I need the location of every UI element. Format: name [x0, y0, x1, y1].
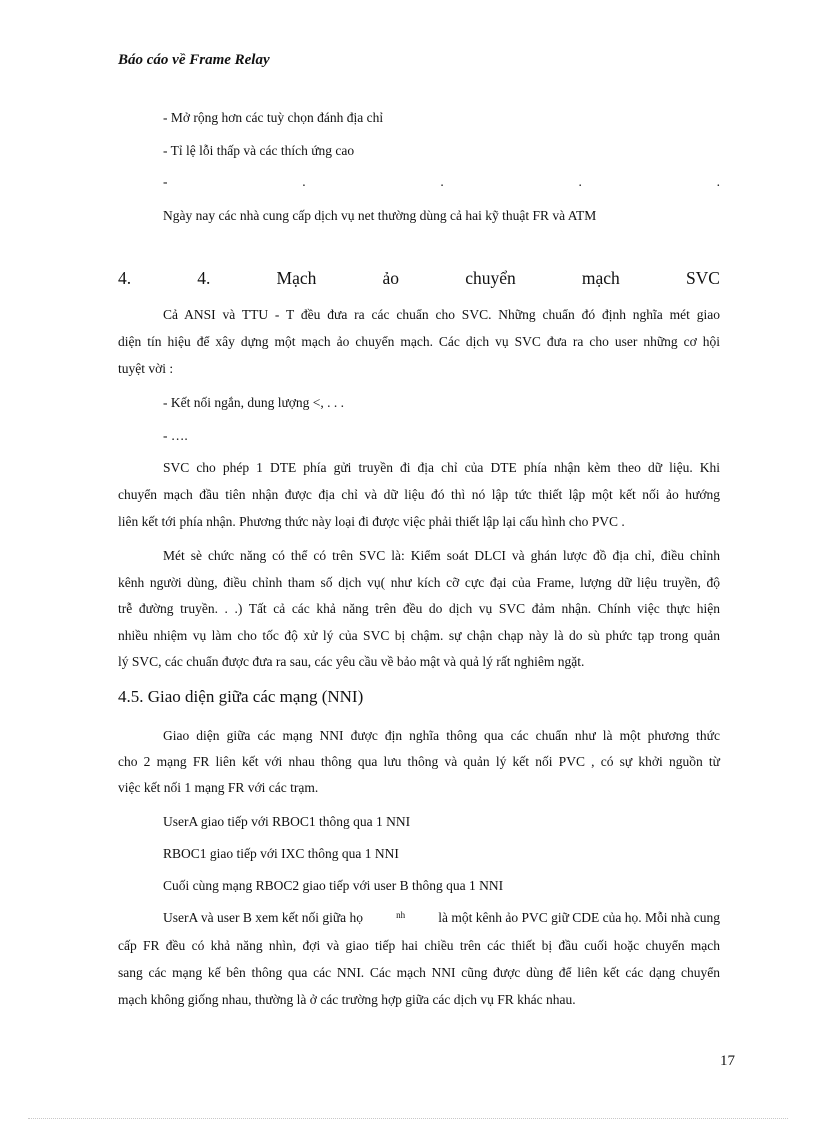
dot-mark: .	[302, 174, 306, 189]
dot-mark: .	[716, 174, 720, 189]
nni-list-item: UserA giao tiếp với RBOC1 thông qua 1 NNI	[163, 814, 411, 829]
heading-word: 4.	[118, 268, 132, 288]
svc-para1-line: Cả ANSI và TTU - T đều đưa ra các chuẩn cho SVC. Những chuẩn đó định nghĩa mét giao	[163, 307, 720, 322]
heading-word: mạch	[581, 268, 620, 288]
heading-word: chuyển	[465, 268, 516, 288]
svc-para3-line: lý SVC, các chuẩn được đưa ra sau, các yêu cầu về bảo mật và quả lý rất nghiêm ngặt.	[118, 654, 585, 669]
nni-para1-line: việc kết nối 1 mạng FR với các trạm.	[118, 780, 319, 795]
svc-para3-line: kênh người dùng, điều chỉnh tham số dịch vụ( như kích cỡ cực đại của Frame, lượng dữ liệu truyền, độ	[118, 575, 720, 590]
intro-bullet-1: - Mở rộng hơn các tuỳ chọn đánh địa chỉ	[163, 110, 384, 125]
heading-word: 4.	[197, 268, 211, 288]
svc-para1-line: diện tín hiệu để xây dựng một mạch ảo chuyển mạch. Các dịch vụ SVC đưa ra cho user những cơ hội	[118, 334, 720, 349]
nni-para2-text: UserA và user B xem kết nối giữa họ	[163, 910, 364, 925]
heading-word: ảo	[382, 268, 400, 288]
running-header: Báo cáo về Frame Relay	[118, 52, 270, 68]
svc-para2-line: SVC cho phép 1 DTE phía gửi truyền đi địa chỉ của DTE phía nhận kèm theo dữ liệu. Khi	[163, 460, 720, 475]
dot-mark: .	[578, 174, 582, 189]
dot-mark: -	[163, 174, 168, 189]
nni-list-item: Cuối cùng mạng RBOC2 giao tiếp với user B thông qua 1 NNI	[163, 878, 504, 893]
footer-dotted-rule	[28, 1118, 788, 1119]
svc-para3-line: trễ đường truyền. . .) Tất cả các khả năng trên đều do dịch vụ SVC đảm nhận. Chính việc thực hiện	[118, 601, 720, 616]
nni-para2-line: mạch không giống nhau, thường là ở các trường hợp giữa các dịch vụ FR khác nhau.	[118, 992, 576, 1007]
intro-bullet-2: - Tỉ lệ lỗi thấp và các thích ứng cao	[163, 143, 355, 158]
dot-mark: .	[440, 174, 444, 189]
nni-para2-first-line	[163, 910, 720, 926]
intro-closing: Ngày nay các nhà cung cấp dịch vụ net thường dùng cả hai kỹ thuật FR và ATM	[163, 208, 597, 223]
svc-para1-line: tuyệt vời :	[118, 361, 174, 376]
section-heading-svc	[118, 268, 720, 294]
nni-para1-line: Giao diện giữa các mạng NNI được địn nghĩa thông qua các chuẩn như là một phương thức	[163, 728, 720, 743]
nni-para2-text: là một kênh ảo PVC giữ CDE của họ. Mỗi nhà cung	[438, 910, 720, 925]
nni-para2-line: sang các mạng kế bên thông qua các NNI. Các mạch NNI cũng được dùng để liên kết các dạng chuyển	[118, 965, 720, 980]
svc-para2-line: chuyển mạch đầu tiên nhận được địa chỉ và dữ liệu đó thì nó lập tức thiết lập một kết nối ảo hướng	[118, 487, 720, 502]
nni-para2-line: cấp FR đều có khả năng nhìn, đợi và giao tiếp hai chiều trên các thiết bị đầu cuối hoặc chuyển mạch	[118, 938, 720, 953]
svc-bullet-2: - ….	[163, 428, 188, 443]
nni-para1-line: cho 2 mạng FR liên kết với nhau thông qua lưu thông và quản lý kết nối PVC , có sự khởi nguồn từ	[118, 754, 720, 769]
svc-para3-line: nhiều nhiệm vụ làm cho tốc độ xử lý của SVC bị chậm. sự chận chạp này là do sù phức tạp trong quản	[118, 628, 720, 643]
heading-word: SVC	[685, 268, 720, 288]
svc-para3-line: Mét sè chức năng có thể có trên SVC là: Kiểm soát DLCI và ghán lược đồ địa chỉ, điều chỉnh	[163, 548, 720, 563]
page-number: 17	[720, 1053, 735, 1069]
heading-word: Mạch	[276, 268, 317, 288]
section-heading-nni: 4.5. Giao diện giữa các mạng (NNI)	[118, 687, 364, 706]
nni-list-item: RBOC1 giao tiếp với IXC thông qua 1 NNI	[163, 846, 399, 861]
dotted-placeholder-row	[163, 174, 720, 192]
svc-bullet-1: - Kết nối ngắn, dung lượng <, . . .	[163, 395, 345, 410]
svc-para2-line: liên kết tới phía nhận. Phương thức này loại đi được việc phải thiết lập lại cấu hình cho PVC .	[118, 514, 625, 529]
subscript-fragment: nh	[396, 910, 406, 920]
